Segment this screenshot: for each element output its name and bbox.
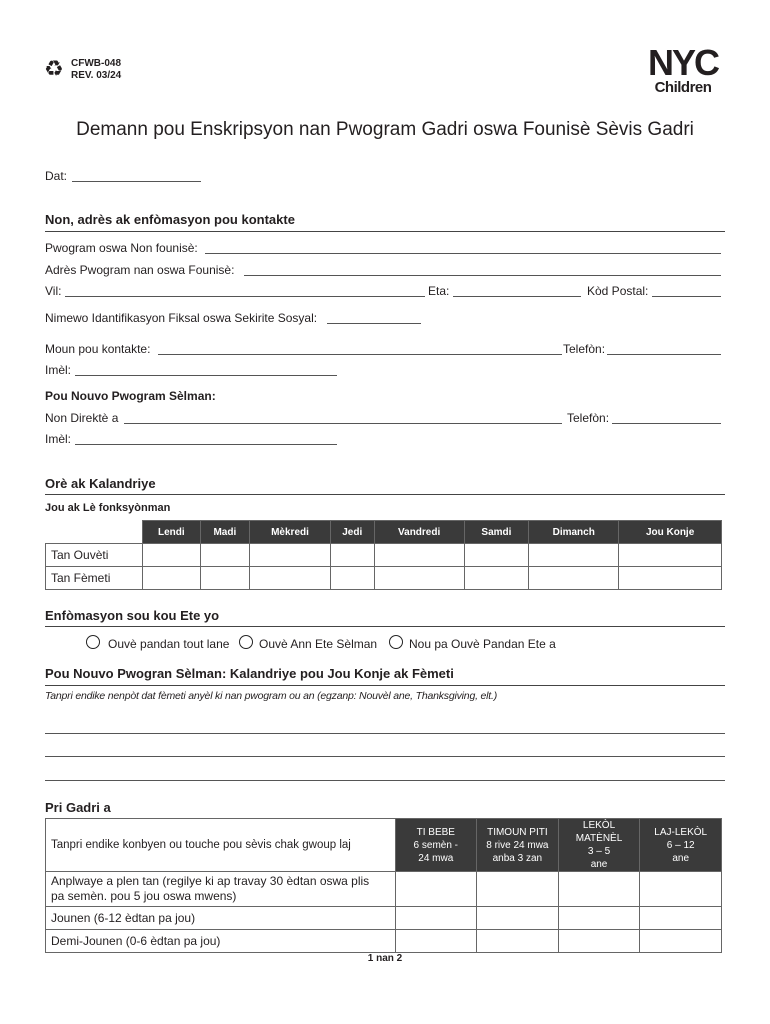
holidays-instruction: Tanpri endike nenpòt dat fèmeti anyèl ki nan pwogram ou an (egzanp: Nouvèl ane, Thanksgiving, elt.) [45,690,498,702]
date-label: Dat: [45,169,68,183]
table-row [46,907,722,930]
row-label: Tan Fèmeti [46,567,143,590]
holiday-line[interactable] [45,780,725,781]
time-cell[interactable] [143,567,201,590]
day-header: Dimanch [529,521,619,544]
holiday-line[interactable] [45,733,725,734]
hours-corner-cell [46,521,143,544]
age-column-header [477,819,559,872]
age-col-range: 6 – 12 [666,839,695,851]
nyc-children-logo [640,42,726,96]
logo-children-text: Children [654,79,712,96]
day-header: Madi [200,521,250,544]
care-row-label: Anplwaye a plen tan (regilye ki ap travay 30 èdtan oswa plis pa semèn. pou 5 jou oswa mwens) [46,872,396,907]
table-row [46,930,722,953]
table-row [46,872,722,907]
table-row [46,544,722,567]
contact-email-label: Imèl: [45,363,72,377]
age-col-unit: ane [672,852,690,864]
time-cell[interactable] [200,544,250,567]
director-phone-field[interactable] [612,423,721,424]
care-heading: Pri Gadri a [45,800,111,815]
rate-cell[interactable] [477,930,559,953]
contact-person-field[interactable] [158,354,562,355]
time-cell[interactable] [619,567,722,590]
time-cell[interactable] [619,544,722,567]
page-number: 1 nan 2 [367,953,403,964]
rate-cell[interactable] [640,872,722,907]
contact-heading-rule [45,231,725,232]
tax-id-field[interactable] [327,323,421,324]
rate-cell[interactable] [477,907,559,930]
age-col-unit: ane [590,859,608,870]
day-header: Mèkredi [250,521,331,544]
director-email-field[interactable] [75,444,337,445]
rate-cell[interactable] [395,872,477,907]
rate-cell[interactable] [558,907,640,930]
city-field[interactable] [65,296,425,297]
care-table-header [46,819,722,872]
city-label: Vil: [45,284,62,298]
radio-summer-only[interactable] [239,635,253,649]
program-address-field[interactable] [244,275,721,276]
contact-phone-field[interactable] [607,354,721,355]
time-cell[interactable] [374,567,464,590]
time-cell[interactable] [330,544,374,567]
age-col-range: 6 semèn - [413,839,459,851]
day-header: Samdi [464,521,529,544]
rate-cell[interactable] [640,907,722,930]
age-col-title: TI BEBE [416,826,455,838]
age-col-title: TIMOUN PITI [487,826,548,838]
schedule-subheading: Jou ak Lè fonksyònman [45,502,171,514]
recycle-icon: ♻ [44,56,64,81]
program-name-field[interactable] [205,253,721,254]
table-row [46,567,722,590]
rate-cell[interactable] [640,930,722,953]
zip-label: Kòd Postal: [587,284,649,298]
care-instruction: Tanpri endike konbyen ou touche pou sèvis chak gwoup laj [46,819,396,872]
care-rates-table [45,818,722,953]
schedule-heading: Orè ak Kalandriye [45,476,156,491]
state-field[interactable] [453,296,581,297]
contact-phone-label: Telefòn: [563,342,606,356]
time-cell[interactable] [250,544,331,567]
date-field[interactable] [72,181,201,182]
time-cell[interactable] [374,544,464,567]
age-col-range: 3 – 5 [587,846,611,857]
contact-email-field[interactable] [75,375,337,376]
day-header: Lendi [143,521,201,544]
radio-label: Ouvè pandan tout lane [108,637,230,651]
hours-table [45,520,722,590]
age-column-header [395,819,477,872]
new-program-heading: Pou Nouvo Pwogram Sèlman: [45,389,216,403]
radio-closed-summer[interactable] [389,635,403,649]
holidays-rule [45,685,725,686]
age-col-title: LEKÒL MATÈNÈL [575,820,623,844]
time-cell[interactable] [529,544,619,567]
day-header: Vandredi [374,521,464,544]
time-cell[interactable] [464,567,529,590]
radio-label: Nou pa Ouvè Pandan Ete a [409,637,556,651]
age-col-unit: 24 mwa [418,852,454,864]
time-cell[interactable] [250,567,331,590]
time-cell[interactable] [143,544,201,567]
radio-open-all-year[interactable] [86,635,100,649]
time-cell[interactable] [529,567,619,590]
time-cell[interactable] [200,567,250,590]
director-label: Non Direktè a [45,411,119,425]
form-revision: REV. 03/24 [71,70,122,81]
day-header: Jedi [330,521,374,544]
age-col-title: LAJ-LEKÒL [654,826,708,838]
director-field[interactable] [124,423,562,424]
age-col-range: 8 rive 24 mwa [486,839,549,851]
tax-id-label: Nimewo Idantifikasyon Fiksal oswa Sekirite Sosyal: [45,311,318,325]
rate-cell[interactable] [558,930,640,953]
holidays-heading: Pou Nouvo Pwogran Sèlman: Kalandriye pou Jou Konje ak Fèmeti [45,666,454,681]
age-col-unit: anba 3 zan [492,852,543,864]
row-label: Tan Ouvèti [46,544,143,567]
director-email-label: Imèl: [45,432,72,446]
rate-cell[interactable] [395,907,477,930]
holiday-line[interactable] [45,756,725,757]
time-cell[interactable] [464,544,529,567]
contact-heading: Non, adrès ak enfòmasyon pou kontakte [45,212,295,227]
summer-info-rule [45,626,725,627]
logo-nyc-text: NYC [647,42,718,83]
page-title: Demann pou Enskripsyon nan Pwogram Gadri oswa Founisè Sèvis Gadri [76,119,694,140]
day-header: Jou Konje [619,521,722,544]
form-code: CFWB-048 [71,58,122,69]
program-name-label: Pwogram oswa Non founisè: [45,241,198,255]
care-row-label: Jounen (6-12 èdtan pa jou) [46,907,396,930]
rate-cell[interactable] [477,872,559,907]
contact-person-label: Moun pou kontakte: [45,342,151,356]
state-label: Eta: [428,284,450,298]
hours-table-header [46,521,722,544]
rate-cell[interactable] [558,872,640,907]
radio-label: Ouvè Ann Ete Sèlman [259,637,378,651]
age-column-header [558,819,640,872]
zip-field[interactable] [652,296,721,297]
care-row-label: Demi-Jounen (0-6 èdtan pa jou) [46,930,396,953]
time-cell[interactable] [330,567,374,590]
schedule-heading-rule [45,494,725,495]
summer-info-heading: Enfòmasyon sou kou Ete yo [45,608,220,623]
director-phone-label: Telefòn: [567,411,610,425]
rate-cell[interactable] [395,930,477,953]
program-address-label: Adrès Pwogram nan oswa Founisè: [45,263,235,277]
age-column-header [640,819,722,872]
